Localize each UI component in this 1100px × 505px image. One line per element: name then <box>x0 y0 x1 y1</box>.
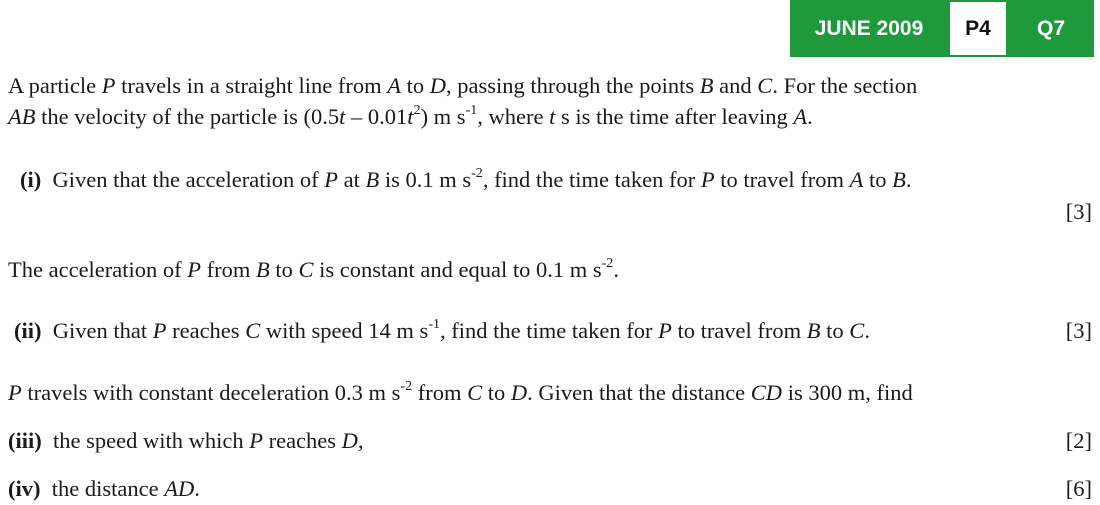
part-iv-label: (iv) <box>8 476 41 501</box>
part-i-marks: [3] <box>1065 199 1092 224</box>
part-ii-marks: [3] <box>1065 318 1092 343</box>
intro-line-2: AB the velocity of the particle is $(0.5t - 0.01t^2)$ m $s^{-1}$, where t s is the time after leaving A. <box>8 103 813 129</box>
part-i-label: (i) <box>20 167 42 192</box>
part-iv-marks: [6] <box>1065 476 1092 501</box>
part-i-text: (i) Given that the acceleration of P at B is 0.1 m $s^{-2}$, find the time taken for P to travel from A to B. <box>20 166 912 192</box>
statement-bc: The acceleration of P from B to C is constant and equal to 0.1 m $s^{-2}$. <box>8 256 619 282</box>
paper-label: P4 <box>948 0 1008 57</box>
question-header <box>790 0 1094 57</box>
part-iii-text: (iii) the speed with which P reaches D, <box>8 428 364 453</box>
question-label: Q7 <box>1008 0 1094 57</box>
part-iv-text: (iv) the distance AD. <box>8 476 200 501</box>
statement-cd: P travels with constant deceleration 0.3 m $s^{-2}$ from C to D. Given that the distance CD is 300 m, find <box>8 379 913 405</box>
session-label: JUNE 2009 <box>790 0 948 57</box>
part-iii-label: (iii) <box>8 428 42 453</box>
part-ii-label: (ii) <box>14 318 42 343</box>
part-ii-text: (ii) Given that P reaches C with speed 14 m $s^{-1}$, find the time taken for P to travel from B to C. <box>14 317 870 343</box>
intro-line-1: A particle P travels in a straight line from A to D, passing through the points B and C. For the section <box>8 73 918 98</box>
part-iii-marks: [2] <box>1065 428 1092 453</box>
